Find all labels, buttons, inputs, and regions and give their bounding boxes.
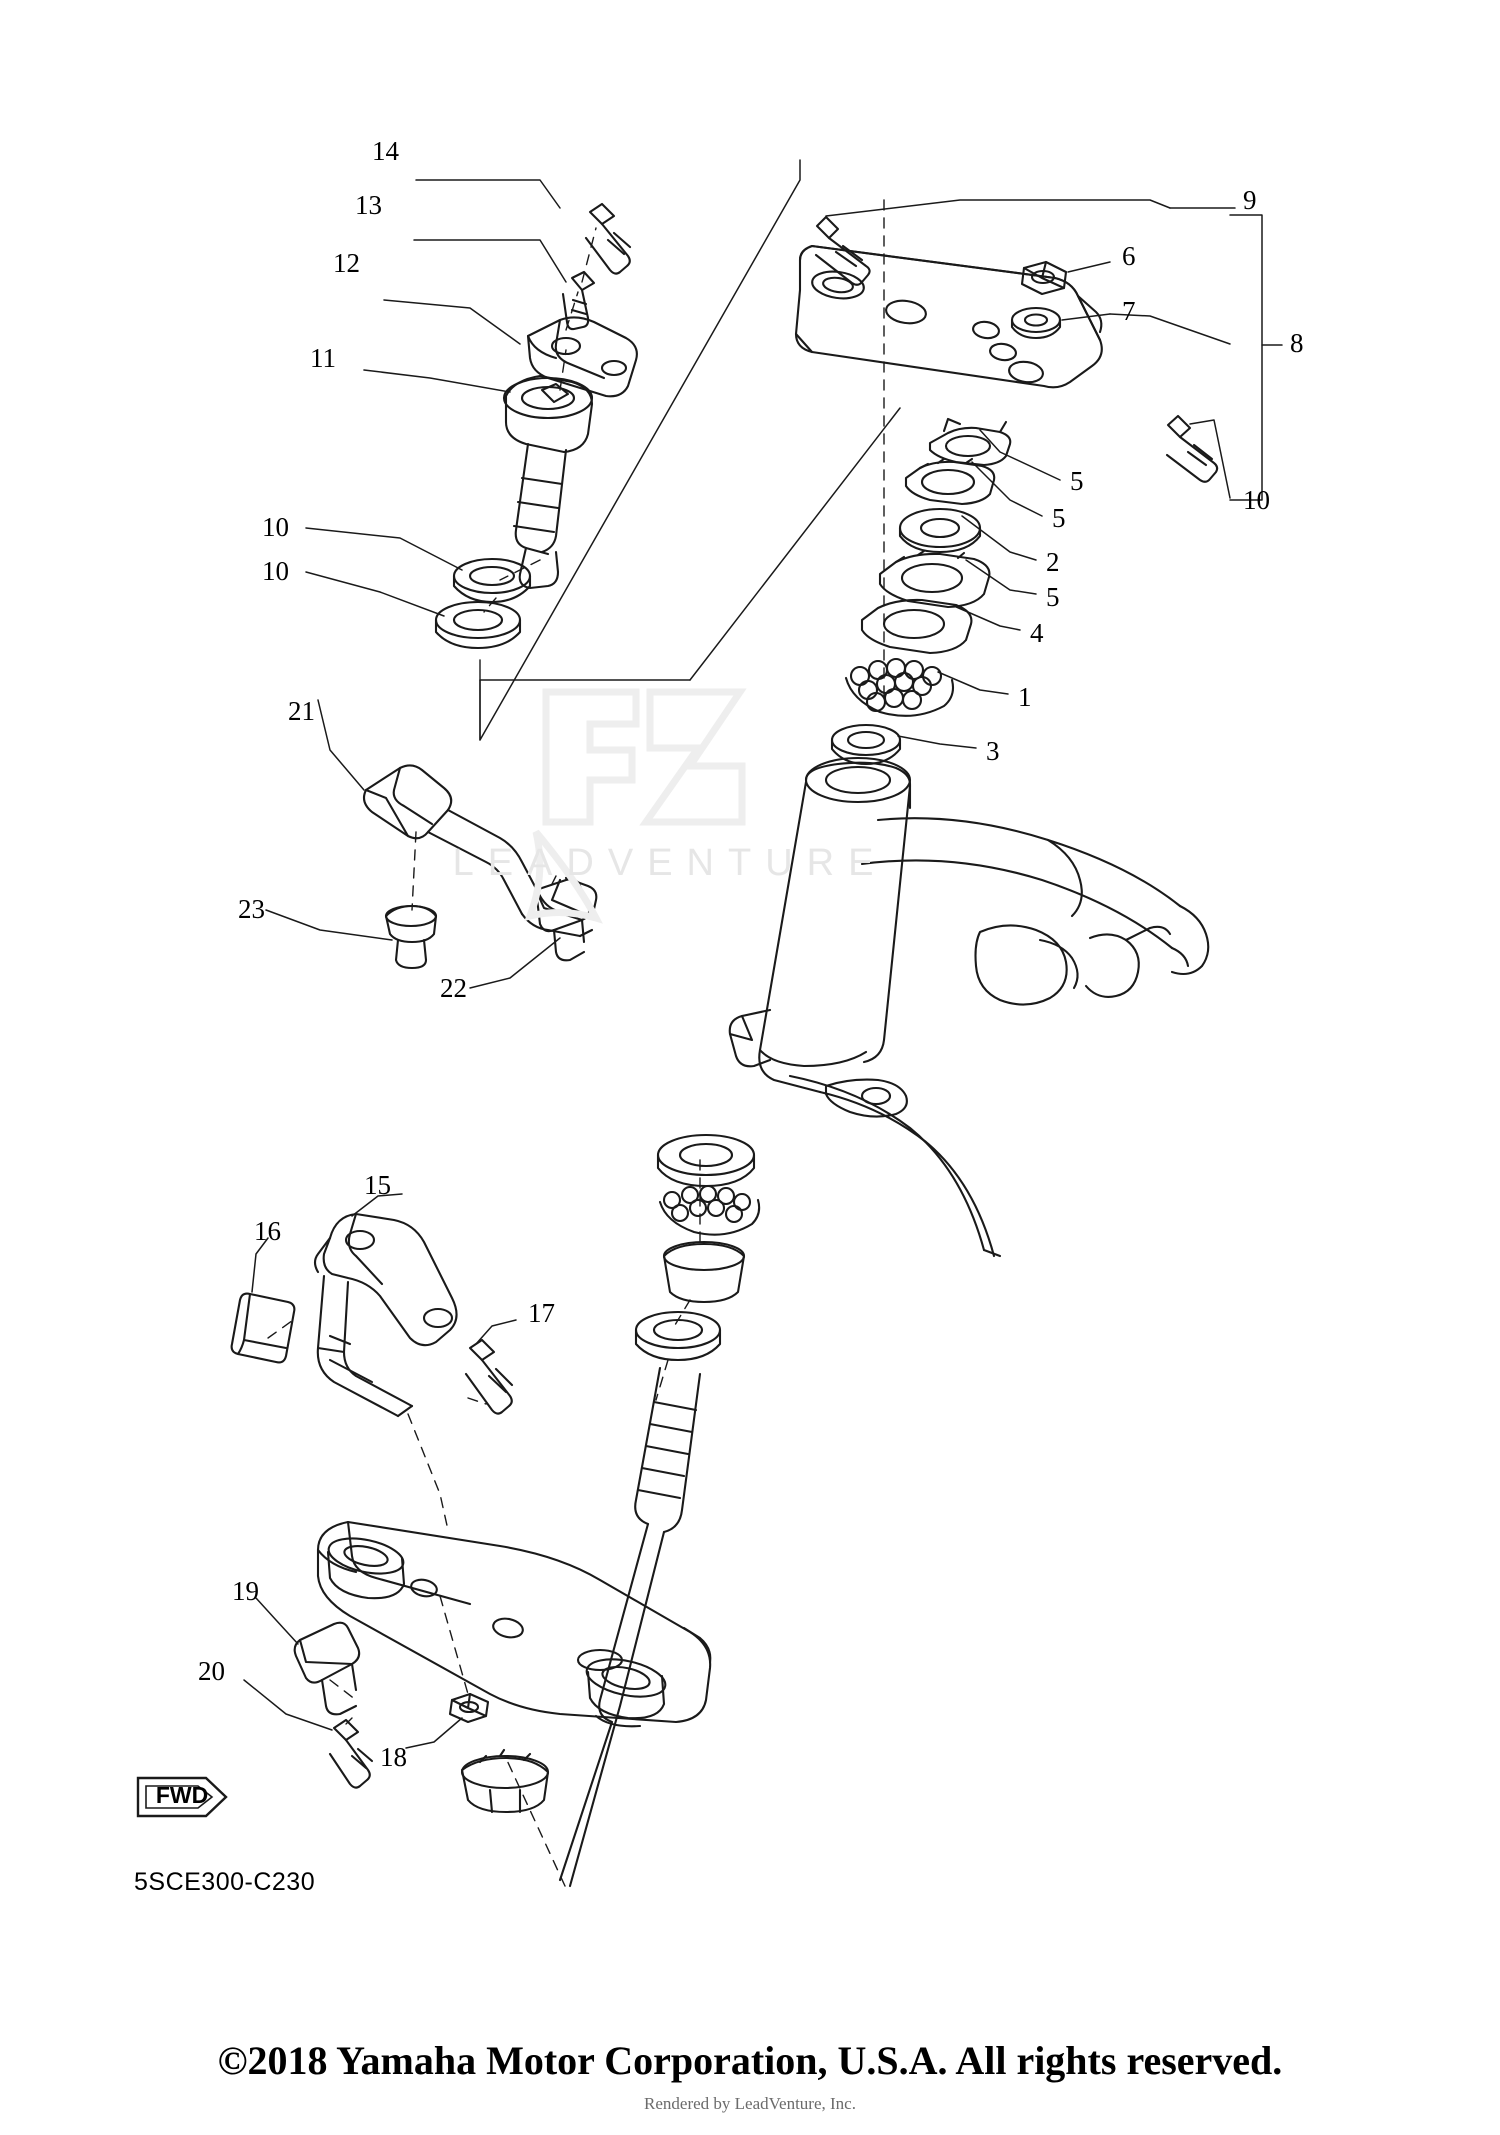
callout-18: 16 [254,1216,281,1246]
callout-10-right: 10 [1243,485,1270,515]
diagram-part-number: 5SCE300-C230 [134,1868,316,1896]
callout-5-upper: 5 [1052,503,1066,533]
ring-nut-lower [462,1750,548,1812]
fwd-direction-badge [136,1766,228,1828]
frame-structure [730,818,1209,1256]
callout-22: 20 [198,1656,225,1686]
bolt-19 [466,1340,512,1414]
bolt-10-right [1167,416,1217,482]
fwd-label: FWD [155,1782,209,1808]
copyright-notice: ©2018 Yamaha Motor Corporation, U.S.A. All rights reserved. [217,2038,1283,2083]
callout-17: 15 [364,1170,391,1200]
callout-14: 12 [333,248,360,278]
callout-23: 21 [288,696,315,726]
lower-bearing-stack [636,1135,759,1360]
callout-2: 2 [1046,547,1060,577]
damper-18 [232,1294,295,1363]
callout-7: 6 [1122,241,1136,271]
callout-5-lower: 5 [1046,582,1060,612]
callout-9: 8 [1290,328,1304,358]
callout-20: 18 [380,1742,407,1772]
callout-24: 22 [440,973,467,1003]
clip-24 [536,879,589,960]
cable-guide-23 [364,765,596,936]
callout-15: 13 [355,190,382,220]
clamp-21 [295,1623,359,1715]
ball-bearing-set-1 [846,659,953,716]
watermark-text: LEADVENTURE [452,842,888,884]
bracket-17 [315,1214,457,1416]
rendered-by-notice: Rendered by LeadVenture, Inc. [644,2094,856,2113]
callout-13: 11 [310,343,336,373]
callout-6: 5 [1070,466,1084,496]
steering-damper-assembly [436,204,637,648]
steering-shaft [560,1368,700,1886]
callout-1: 1 [1018,682,1032,712]
nut-20 [450,1694,488,1722]
lower-ball-bearings [660,1186,759,1235]
callout-8: 7 [1122,296,1136,326]
callout-12: 10 [262,512,289,542]
bolt-22 [330,1720,372,1788]
callout-16: 14 [372,136,399,166]
frame-head-tube [759,758,910,1092]
callout-3: 3 [986,736,1000,766]
grommet-25 [386,906,436,968]
callout-25: 23 [238,894,265,924]
callout-19: 17 [528,1298,555,1328]
callout-21: 19 [232,1576,259,1606]
nut-7 [1022,262,1066,294]
callout-10-top: 9 [1243,185,1257,215]
callout-11: 10 [262,556,289,586]
washer-8 [1012,308,1060,338]
callout-4: 4 [1030,618,1044,648]
stem-stack [832,419,1010,764]
lower-bracket [318,1522,710,1722]
